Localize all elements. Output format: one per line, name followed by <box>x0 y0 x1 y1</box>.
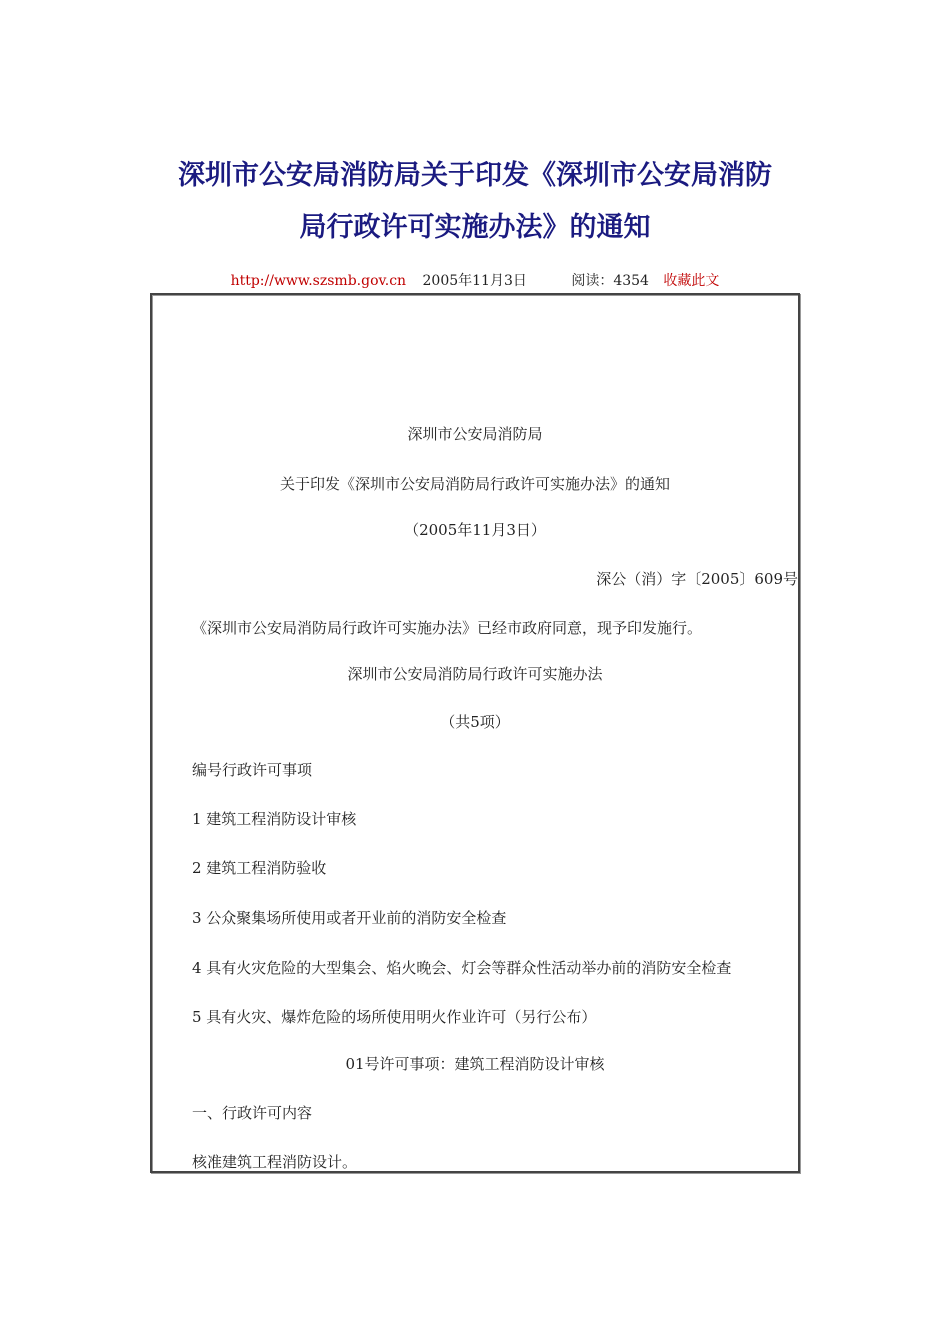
section-heading: 一、行政许可内容 <box>192 1104 313 1122</box>
section-title: 01号许可事项：建筑工程消防设计审核 <box>345 1055 605 1073</box>
list-item: 2 建筑工程消防验收 <box>192 859 327 877</box>
notice-heading: 关于印发《深圳市公安局消防局行政许可实施办法》的通知 <box>279 475 670 493</box>
page-title <box>150 150 800 254</box>
document-body <box>150 293 800 1173</box>
publish-date: 2005年11月3日 <box>422 273 527 289</box>
read-count: 阅读：4354 <box>571 273 649 289</box>
page-title-line-1: 深圳市公安局消防局关于印发《深圳市公安局消防 <box>178 160 772 191</box>
list-item: 3 公众聚集场所使用或者开业前的消防安全检查 <box>192 909 507 927</box>
article-meta <box>150 270 800 290</box>
item-count: （共5项） <box>440 713 510 731</box>
section-text: 核准建筑工程消防设计。 <box>192 1153 358 1171</box>
intro-paragraph: 《深圳市公安局消防局行政许可实施办法》已经市政府同意，现予印发施行。 <box>192 619 703 637</box>
list-header: 编号行政许可事项 <box>192 761 313 779</box>
document-number: 深公（消）字〔2005〕609号 <box>596 570 798 588</box>
list-item: 4 具有火灾危险的大型集会、焰火晚会、灯会等群众性活动举办前的消防安全检查 <box>192 959 732 977</box>
list-item: 5 具有火灾、爆炸危险的场所使用明火作业许可（另行公布） <box>192 1008 597 1026</box>
page-title-line-2: 局行政许可实施办法》的通知 <box>299 212 651 243</box>
measures-title: 深圳市公安局消防局行政许可实施办法 <box>347 665 603 683</box>
notice-date: （2005年11月3日） <box>404 521 546 539</box>
source-link[interactable]: http://www.szsmb.gov.cn <box>230 273 407 289</box>
issuer: 深圳市公安局消防局 <box>407 425 543 443</box>
bookmark-link[interactable]: 收藏此文 <box>663 273 720 289</box>
list-item: 1 建筑工程消防设计审核 <box>192 810 357 828</box>
